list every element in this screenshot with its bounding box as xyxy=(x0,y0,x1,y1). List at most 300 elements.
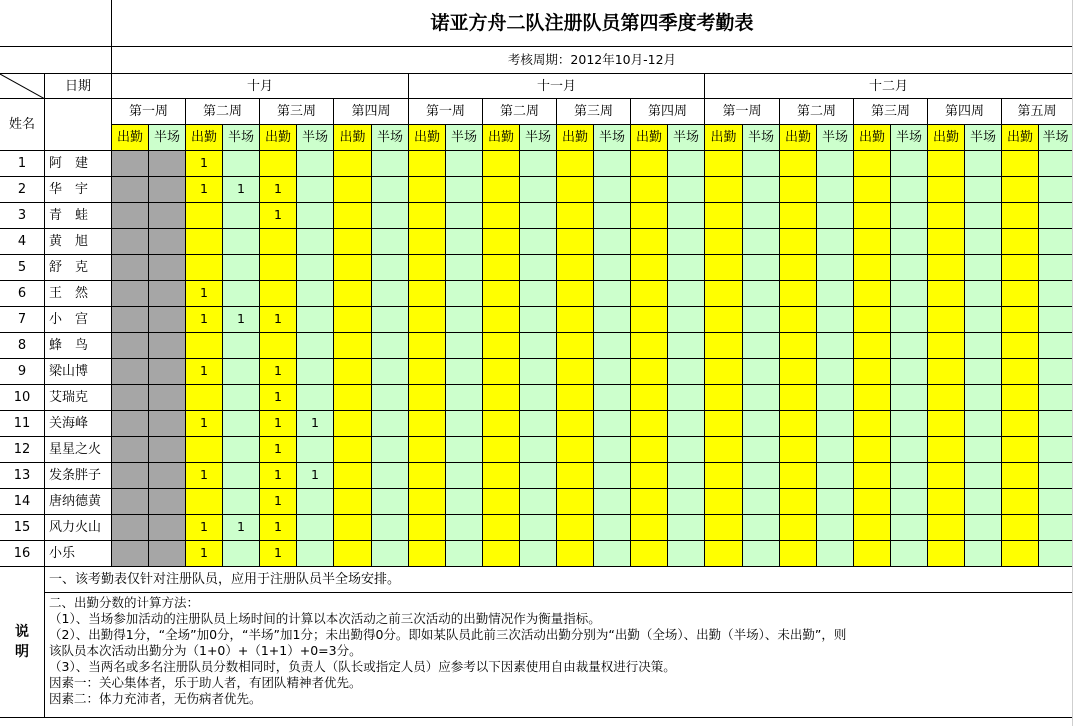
attendance-cell[interactable] xyxy=(780,437,817,463)
attendance-cell[interactable] xyxy=(705,541,743,567)
attendance-cell[interactable] xyxy=(928,255,965,281)
attendance-cell[interactable]: 1 xyxy=(186,281,223,307)
attendance-cell[interactable] xyxy=(891,385,928,411)
attendance-cell[interactable] xyxy=(409,541,446,567)
attendance-cell[interactable] xyxy=(409,463,446,489)
attendance-cell[interactable] xyxy=(965,307,1002,333)
attendance-cell[interactable] xyxy=(631,437,668,463)
attendance-cell[interactable] xyxy=(891,229,928,255)
attendance-cell[interactable] xyxy=(483,437,520,463)
attendance-cell[interactable] xyxy=(446,151,483,177)
attendance-cell[interactable] xyxy=(260,333,297,359)
attendance-cell[interactable] xyxy=(557,255,594,281)
attendance-cell[interactable] xyxy=(594,359,631,385)
attendance-cell[interactable] xyxy=(446,437,483,463)
attendance-cell[interactable] xyxy=(483,281,520,307)
attendance-cell[interactable] xyxy=(928,515,965,541)
attendance-cell[interactable] xyxy=(668,437,705,463)
attendance-cell[interactable] xyxy=(817,229,854,255)
attendance-cell[interactable] xyxy=(409,437,446,463)
attendance-cell[interactable] xyxy=(409,515,446,541)
attendance-cell[interactable] xyxy=(223,411,260,437)
attendance-cell[interactable] xyxy=(631,333,668,359)
attendance-cell[interactable] xyxy=(557,203,594,229)
attendance-cell[interactable] xyxy=(446,203,483,229)
attendance-cell[interactable] xyxy=(334,307,372,333)
attendance-cell[interactable] xyxy=(112,385,149,411)
attendance-cell[interactable] xyxy=(1002,411,1039,437)
attendance-cell[interactable]: 1 xyxy=(260,515,297,541)
attendance-cell[interactable] xyxy=(446,255,483,281)
attendance-cell[interactable] xyxy=(817,255,854,281)
attendance-cell[interactable] xyxy=(1039,151,1073,177)
attendance-cell[interactable] xyxy=(334,177,372,203)
attendance-cell[interactable] xyxy=(1002,281,1039,307)
attendance-cell[interactable] xyxy=(891,177,928,203)
attendance-cell[interactable] xyxy=(854,385,891,411)
attendance-cell[interactable] xyxy=(743,359,780,385)
attendance-cell[interactable] xyxy=(520,229,557,255)
attendance-cell[interactable] xyxy=(223,359,260,385)
attendance-cell[interactable] xyxy=(223,203,260,229)
attendance-cell[interactable] xyxy=(297,151,334,177)
attendance-cell[interactable]: 1 xyxy=(223,307,260,333)
attendance-cell[interactable] xyxy=(928,229,965,255)
attendance-cell[interactable] xyxy=(928,151,965,177)
attendance-cell[interactable] xyxy=(668,177,705,203)
attendance-cell[interactable] xyxy=(112,541,149,567)
attendance-cell[interactable] xyxy=(1039,437,1073,463)
attendance-cell[interactable] xyxy=(557,463,594,489)
attendance-cell[interactable] xyxy=(965,411,1002,437)
attendance-cell[interactable] xyxy=(631,151,668,177)
attendance-cell[interactable] xyxy=(631,177,668,203)
attendance-cell[interactable]: 1 xyxy=(260,541,297,567)
attendance-cell[interactable] xyxy=(409,307,446,333)
attendance-cell[interactable] xyxy=(260,151,297,177)
attendance-cell[interactable] xyxy=(520,463,557,489)
attendance-cell[interactable] xyxy=(186,203,223,229)
attendance-cell[interactable] xyxy=(112,203,149,229)
attendance-cell[interactable] xyxy=(705,203,743,229)
attendance-cell[interactable] xyxy=(594,333,631,359)
attendance-cell[interactable] xyxy=(557,411,594,437)
attendance-cell[interactable] xyxy=(1002,541,1039,567)
attendance-cell[interactable] xyxy=(112,411,149,437)
attendance-cell[interactable] xyxy=(1039,177,1073,203)
attendance-cell[interactable] xyxy=(520,177,557,203)
attendance-cell[interactable] xyxy=(112,307,149,333)
attendance-cell[interactable] xyxy=(854,463,891,489)
attendance-cell[interactable] xyxy=(446,307,483,333)
attendance-cell[interactable] xyxy=(854,203,891,229)
attendance-cell[interactable] xyxy=(965,203,1002,229)
attendance-cell[interactable] xyxy=(817,177,854,203)
attendance-cell[interactable] xyxy=(223,463,260,489)
attendance-cell[interactable] xyxy=(520,437,557,463)
attendance-cell[interactable] xyxy=(780,541,817,567)
attendance-cell[interactable] xyxy=(668,515,705,541)
attendance-cell[interactable] xyxy=(223,437,260,463)
attendance-cell[interactable] xyxy=(743,203,780,229)
attendance-cell[interactable] xyxy=(965,333,1002,359)
attendance-cell[interactable] xyxy=(1039,255,1073,281)
attendance-cell[interactable]: 1 xyxy=(260,307,297,333)
attendance-cell[interactable] xyxy=(446,333,483,359)
attendance-cell[interactable] xyxy=(743,541,780,567)
attendance-cell[interactable] xyxy=(817,359,854,385)
attendance-cell[interactable] xyxy=(334,281,372,307)
attendance-cell[interactable] xyxy=(780,229,817,255)
attendance-cell[interactable]: 1 xyxy=(186,359,223,385)
attendance-cell[interactable] xyxy=(854,177,891,203)
attendance-cell[interactable] xyxy=(705,255,743,281)
attendance-cell[interactable] xyxy=(483,489,520,515)
attendance-cell[interactable] xyxy=(594,541,631,567)
attendance-cell[interactable] xyxy=(928,333,965,359)
attendance-cell[interactable] xyxy=(334,229,372,255)
attendance-cell[interactable] xyxy=(112,333,149,359)
attendance-cell[interactable] xyxy=(891,203,928,229)
attendance-cell[interactable] xyxy=(223,255,260,281)
attendance-cell[interactable] xyxy=(483,255,520,281)
attendance-cell[interactable] xyxy=(743,515,780,541)
attendance-cell[interactable] xyxy=(112,359,149,385)
attendance-cell[interactable] xyxy=(446,177,483,203)
attendance-cell[interactable] xyxy=(928,281,965,307)
attendance-cell[interactable] xyxy=(965,541,1002,567)
attendance-cell[interactable] xyxy=(668,489,705,515)
attendance-cell[interactable] xyxy=(483,515,520,541)
attendance-cell[interactable] xyxy=(965,515,1002,541)
attendance-cell[interactable] xyxy=(668,203,705,229)
attendance-cell[interactable] xyxy=(1002,203,1039,229)
attendance-cell[interactable] xyxy=(668,411,705,437)
attendance-cell[interactable] xyxy=(668,255,705,281)
attendance-cell[interactable] xyxy=(854,151,891,177)
attendance-cell[interactable] xyxy=(557,489,594,515)
attendance-cell[interactable] xyxy=(520,385,557,411)
attendance-cell[interactable] xyxy=(372,203,409,229)
attendance-cell[interactable] xyxy=(334,151,372,177)
attendance-cell[interactable] xyxy=(483,307,520,333)
attendance-cell[interactable] xyxy=(149,359,186,385)
attendance-cell[interactable] xyxy=(520,203,557,229)
attendance-cell[interactable] xyxy=(854,411,891,437)
attendance-cell[interactable] xyxy=(594,177,631,203)
attendance-cell[interactable] xyxy=(668,463,705,489)
attendance-cell[interactable]: 1 xyxy=(186,463,223,489)
attendance-cell[interactable] xyxy=(483,463,520,489)
attendance-cell[interactable] xyxy=(557,333,594,359)
attendance-cell[interactable] xyxy=(409,151,446,177)
attendance-cell[interactable] xyxy=(780,489,817,515)
attendance-cell[interactable] xyxy=(223,151,260,177)
attendance-cell[interactable] xyxy=(928,307,965,333)
attendance-cell[interactable] xyxy=(1002,151,1039,177)
attendance-cell[interactable] xyxy=(928,463,965,489)
attendance-cell[interactable]: 1 xyxy=(186,541,223,567)
attendance-cell[interactable] xyxy=(594,437,631,463)
attendance-cell[interactable]: 1 xyxy=(260,359,297,385)
attendance-cell[interactable] xyxy=(780,411,817,437)
attendance-cell[interactable] xyxy=(520,281,557,307)
attendance-cell[interactable] xyxy=(297,515,334,541)
attendance-cell[interactable] xyxy=(631,515,668,541)
attendance-cell[interactable] xyxy=(1039,229,1073,255)
attendance-cell[interactable] xyxy=(1039,489,1073,515)
attendance-cell[interactable] xyxy=(409,359,446,385)
attendance-cell[interactable] xyxy=(780,281,817,307)
attendance-cell[interactable] xyxy=(817,489,854,515)
attendance-cell[interactable] xyxy=(297,255,334,281)
attendance-cell[interactable] xyxy=(631,489,668,515)
attendance-cell[interactable] xyxy=(334,255,372,281)
attendance-cell[interactable] xyxy=(149,385,186,411)
attendance-cell[interactable] xyxy=(223,333,260,359)
attendance-cell[interactable] xyxy=(780,385,817,411)
attendance-cell[interactable] xyxy=(1039,281,1073,307)
attendance-cell[interactable] xyxy=(334,411,372,437)
attendance-cell[interactable] xyxy=(557,359,594,385)
attendance-cell[interactable] xyxy=(372,229,409,255)
attendance-cell[interactable] xyxy=(409,333,446,359)
attendance-cell[interactable] xyxy=(409,255,446,281)
attendance-cell[interactable]: 1 xyxy=(260,489,297,515)
attendance-cell[interactable] xyxy=(557,177,594,203)
attendance-cell[interactable] xyxy=(928,385,965,411)
attendance-cell[interactable] xyxy=(817,333,854,359)
attendance-cell[interactable] xyxy=(705,177,743,203)
attendance-cell[interactable] xyxy=(334,203,372,229)
attendance-cell[interactable] xyxy=(631,359,668,385)
attendance-cell[interactable] xyxy=(149,489,186,515)
attendance-cell[interactable] xyxy=(891,515,928,541)
attendance-cell[interactable] xyxy=(483,333,520,359)
attendance-cell[interactable] xyxy=(1002,463,1039,489)
attendance-cell[interactable] xyxy=(780,177,817,203)
attendance-cell[interactable] xyxy=(668,541,705,567)
attendance-cell[interactable] xyxy=(297,333,334,359)
attendance-cell[interactable] xyxy=(409,203,446,229)
attendance-cell[interactable] xyxy=(743,281,780,307)
attendance-cell[interactable] xyxy=(928,411,965,437)
attendance-cell[interactable] xyxy=(112,463,149,489)
attendance-cell[interactable] xyxy=(186,385,223,411)
attendance-cell[interactable] xyxy=(965,385,1002,411)
attendance-cell[interactable] xyxy=(780,203,817,229)
attendance-cell[interactable] xyxy=(112,255,149,281)
attendance-cell[interactable] xyxy=(965,229,1002,255)
attendance-cell[interactable]: 1 xyxy=(186,307,223,333)
attendance-cell[interactable] xyxy=(149,541,186,567)
attendance-cell[interactable] xyxy=(520,333,557,359)
attendance-cell[interactable] xyxy=(297,437,334,463)
attendance-cell[interactable] xyxy=(668,151,705,177)
attendance-cell[interactable] xyxy=(557,385,594,411)
attendance-cell[interactable] xyxy=(780,359,817,385)
attendance-cell[interactable] xyxy=(1039,411,1073,437)
attendance-cell[interactable] xyxy=(372,281,409,307)
attendance-cell[interactable] xyxy=(891,281,928,307)
attendance-cell[interactable] xyxy=(817,385,854,411)
attendance-cell[interactable] xyxy=(557,515,594,541)
attendance-cell[interactable] xyxy=(705,281,743,307)
attendance-cell[interactable] xyxy=(372,541,409,567)
attendance-cell[interactable] xyxy=(520,151,557,177)
attendance-cell[interactable] xyxy=(149,463,186,489)
attendance-cell[interactable] xyxy=(854,437,891,463)
attendance-cell[interactable] xyxy=(112,151,149,177)
attendance-cell[interactable] xyxy=(965,177,1002,203)
attendance-cell[interactable] xyxy=(297,281,334,307)
attendance-cell[interactable] xyxy=(297,307,334,333)
attendance-cell[interactable] xyxy=(891,463,928,489)
attendance-cell[interactable] xyxy=(186,255,223,281)
attendance-cell[interactable]: 1 xyxy=(297,463,334,489)
attendance-cell[interactable] xyxy=(817,411,854,437)
attendance-cell[interactable] xyxy=(965,437,1002,463)
attendance-cell[interactable]: 1 xyxy=(186,177,223,203)
attendance-cell[interactable] xyxy=(112,229,149,255)
attendance-cell[interactable] xyxy=(1002,515,1039,541)
attendance-cell[interactable] xyxy=(817,281,854,307)
attendance-cell[interactable] xyxy=(817,515,854,541)
attendance-cell[interactable] xyxy=(1039,333,1073,359)
attendance-cell[interactable] xyxy=(743,333,780,359)
attendance-cell[interactable] xyxy=(334,359,372,385)
attendance-cell[interactable] xyxy=(668,307,705,333)
attendance-cell[interactable] xyxy=(483,151,520,177)
attendance-cell[interactable] xyxy=(928,359,965,385)
attendance-cell[interactable] xyxy=(372,463,409,489)
attendance-cell[interactable] xyxy=(965,255,1002,281)
attendance-cell[interactable] xyxy=(928,203,965,229)
attendance-cell[interactable] xyxy=(668,385,705,411)
attendance-cell[interactable] xyxy=(817,541,854,567)
attendance-cell[interactable] xyxy=(891,307,928,333)
attendance-cell[interactable] xyxy=(334,385,372,411)
attendance-cell[interactable] xyxy=(854,281,891,307)
attendance-cell[interactable] xyxy=(928,489,965,515)
attendance-cell[interactable] xyxy=(372,385,409,411)
attendance-cell[interactable]: 1 xyxy=(297,411,334,437)
attendance-cell[interactable] xyxy=(149,229,186,255)
attendance-cell[interactable] xyxy=(149,177,186,203)
attendance-cell[interactable]: 1 xyxy=(260,203,297,229)
attendance-cell[interactable] xyxy=(594,385,631,411)
attendance-cell[interactable] xyxy=(817,463,854,489)
attendance-cell[interactable]: 1 xyxy=(186,411,223,437)
attendance-cell[interactable] xyxy=(780,333,817,359)
attendance-cell[interactable] xyxy=(372,255,409,281)
attendance-cell[interactable] xyxy=(1039,515,1073,541)
attendance-cell[interactable] xyxy=(1002,229,1039,255)
attendance-cell[interactable] xyxy=(594,489,631,515)
attendance-cell[interactable] xyxy=(891,359,928,385)
attendance-cell[interactable] xyxy=(409,489,446,515)
attendance-cell[interactable] xyxy=(149,333,186,359)
attendance-cell[interactable] xyxy=(965,151,1002,177)
attendance-cell[interactable] xyxy=(186,333,223,359)
attendance-cell[interactable] xyxy=(186,229,223,255)
attendance-cell[interactable] xyxy=(594,229,631,255)
attendance-cell[interactable] xyxy=(483,359,520,385)
attendance-cell[interactable] xyxy=(891,151,928,177)
attendance-cell[interactable] xyxy=(817,151,854,177)
attendance-cell[interactable] xyxy=(334,515,372,541)
attendance-cell[interactable] xyxy=(743,489,780,515)
attendance-cell[interactable] xyxy=(1002,489,1039,515)
attendance-cell[interactable] xyxy=(1002,437,1039,463)
attendance-cell[interactable] xyxy=(446,359,483,385)
attendance-cell[interactable] xyxy=(668,359,705,385)
attendance-cell[interactable] xyxy=(297,359,334,385)
attendance-cell[interactable] xyxy=(223,385,260,411)
attendance-cell[interactable] xyxy=(743,463,780,489)
attendance-cell[interactable] xyxy=(891,489,928,515)
attendance-cell[interactable] xyxy=(854,359,891,385)
attendance-cell[interactable] xyxy=(483,177,520,203)
attendance-cell[interactable] xyxy=(1039,203,1073,229)
attendance-cell[interactable] xyxy=(223,281,260,307)
attendance-cell[interactable] xyxy=(780,307,817,333)
attendance-cell[interactable] xyxy=(965,463,1002,489)
attendance-cell[interactable] xyxy=(372,359,409,385)
attendance-cell[interactable] xyxy=(372,151,409,177)
attendance-cell[interactable] xyxy=(743,255,780,281)
attendance-cell[interactable] xyxy=(817,437,854,463)
attendance-cell[interactable] xyxy=(631,411,668,437)
attendance-cell[interactable] xyxy=(520,359,557,385)
attendance-cell[interactable] xyxy=(668,229,705,255)
attendance-cell[interactable] xyxy=(446,229,483,255)
attendance-cell[interactable] xyxy=(446,541,483,567)
attendance-cell[interactable] xyxy=(1039,359,1073,385)
attendance-cell[interactable] xyxy=(149,255,186,281)
attendance-cell[interactable] xyxy=(705,411,743,437)
attendance-cell[interactable] xyxy=(817,307,854,333)
attendance-cell[interactable] xyxy=(446,411,483,437)
attendance-cell[interactable] xyxy=(705,515,743,541)
attendance-cell[interactable] xyxy=(372,177,409,203)
attendance-cell[interactable]: 1 xyxy=(223,515,260,541)
attendance-cell[interactable] xyxy=(891,541,928,567)
attendance-cell[interactable] xyxy=(112,177,149,203)
attendance-cell[interactable] xyxy=(112,437,149,463)
attendance-cell[interactable] xyxy=(149,437,186,463)
attendance-cell[interactable] xyxy=(334,463,372,489)
attendance-cell[interactable] xyxy=(223,229,260,255)
attendance-cell[interactable]: 1 xyxy=(186,515,223,541)
attendance-cell[interactable] xyxy=(891,333,928,359)
attendance-cell[interactable] xyxy=(557,151,594,177)
attendance-cell[interactable] xyxy=(854,489,891,515)
attendance-cell[interactable] xyxy=(372,333,409,359)
attendance-cell[interactable] xyxy=(928,541,965,567)
attendance-cell[interactable] xyxy=(446,385,483,411)
attendance-cell[interactable] xyxy=(372,411,409,437)
attendance-cell[interactable] xyxy=(780,151,817,177)
attendance-cell[interactable] xyxy=(631,203,668,229)
attendance-cell[interactable] xyxy=(409,281,446,307)
attendance-cell[interactable] xyxy=(520,515,557,541)
attendance-cell[interactable] xyxy=(483,385,520,411)
attendance-cell[interactable]: 1 xyxy=(260,177,297,203)
attendance-cell[interactable] xyxy=(112,489,149,515)
attendance-cell[interactable] xyxy=(668,281,705,307)
attendance-cell[interactable] xyxy=(743,177,780,203)
